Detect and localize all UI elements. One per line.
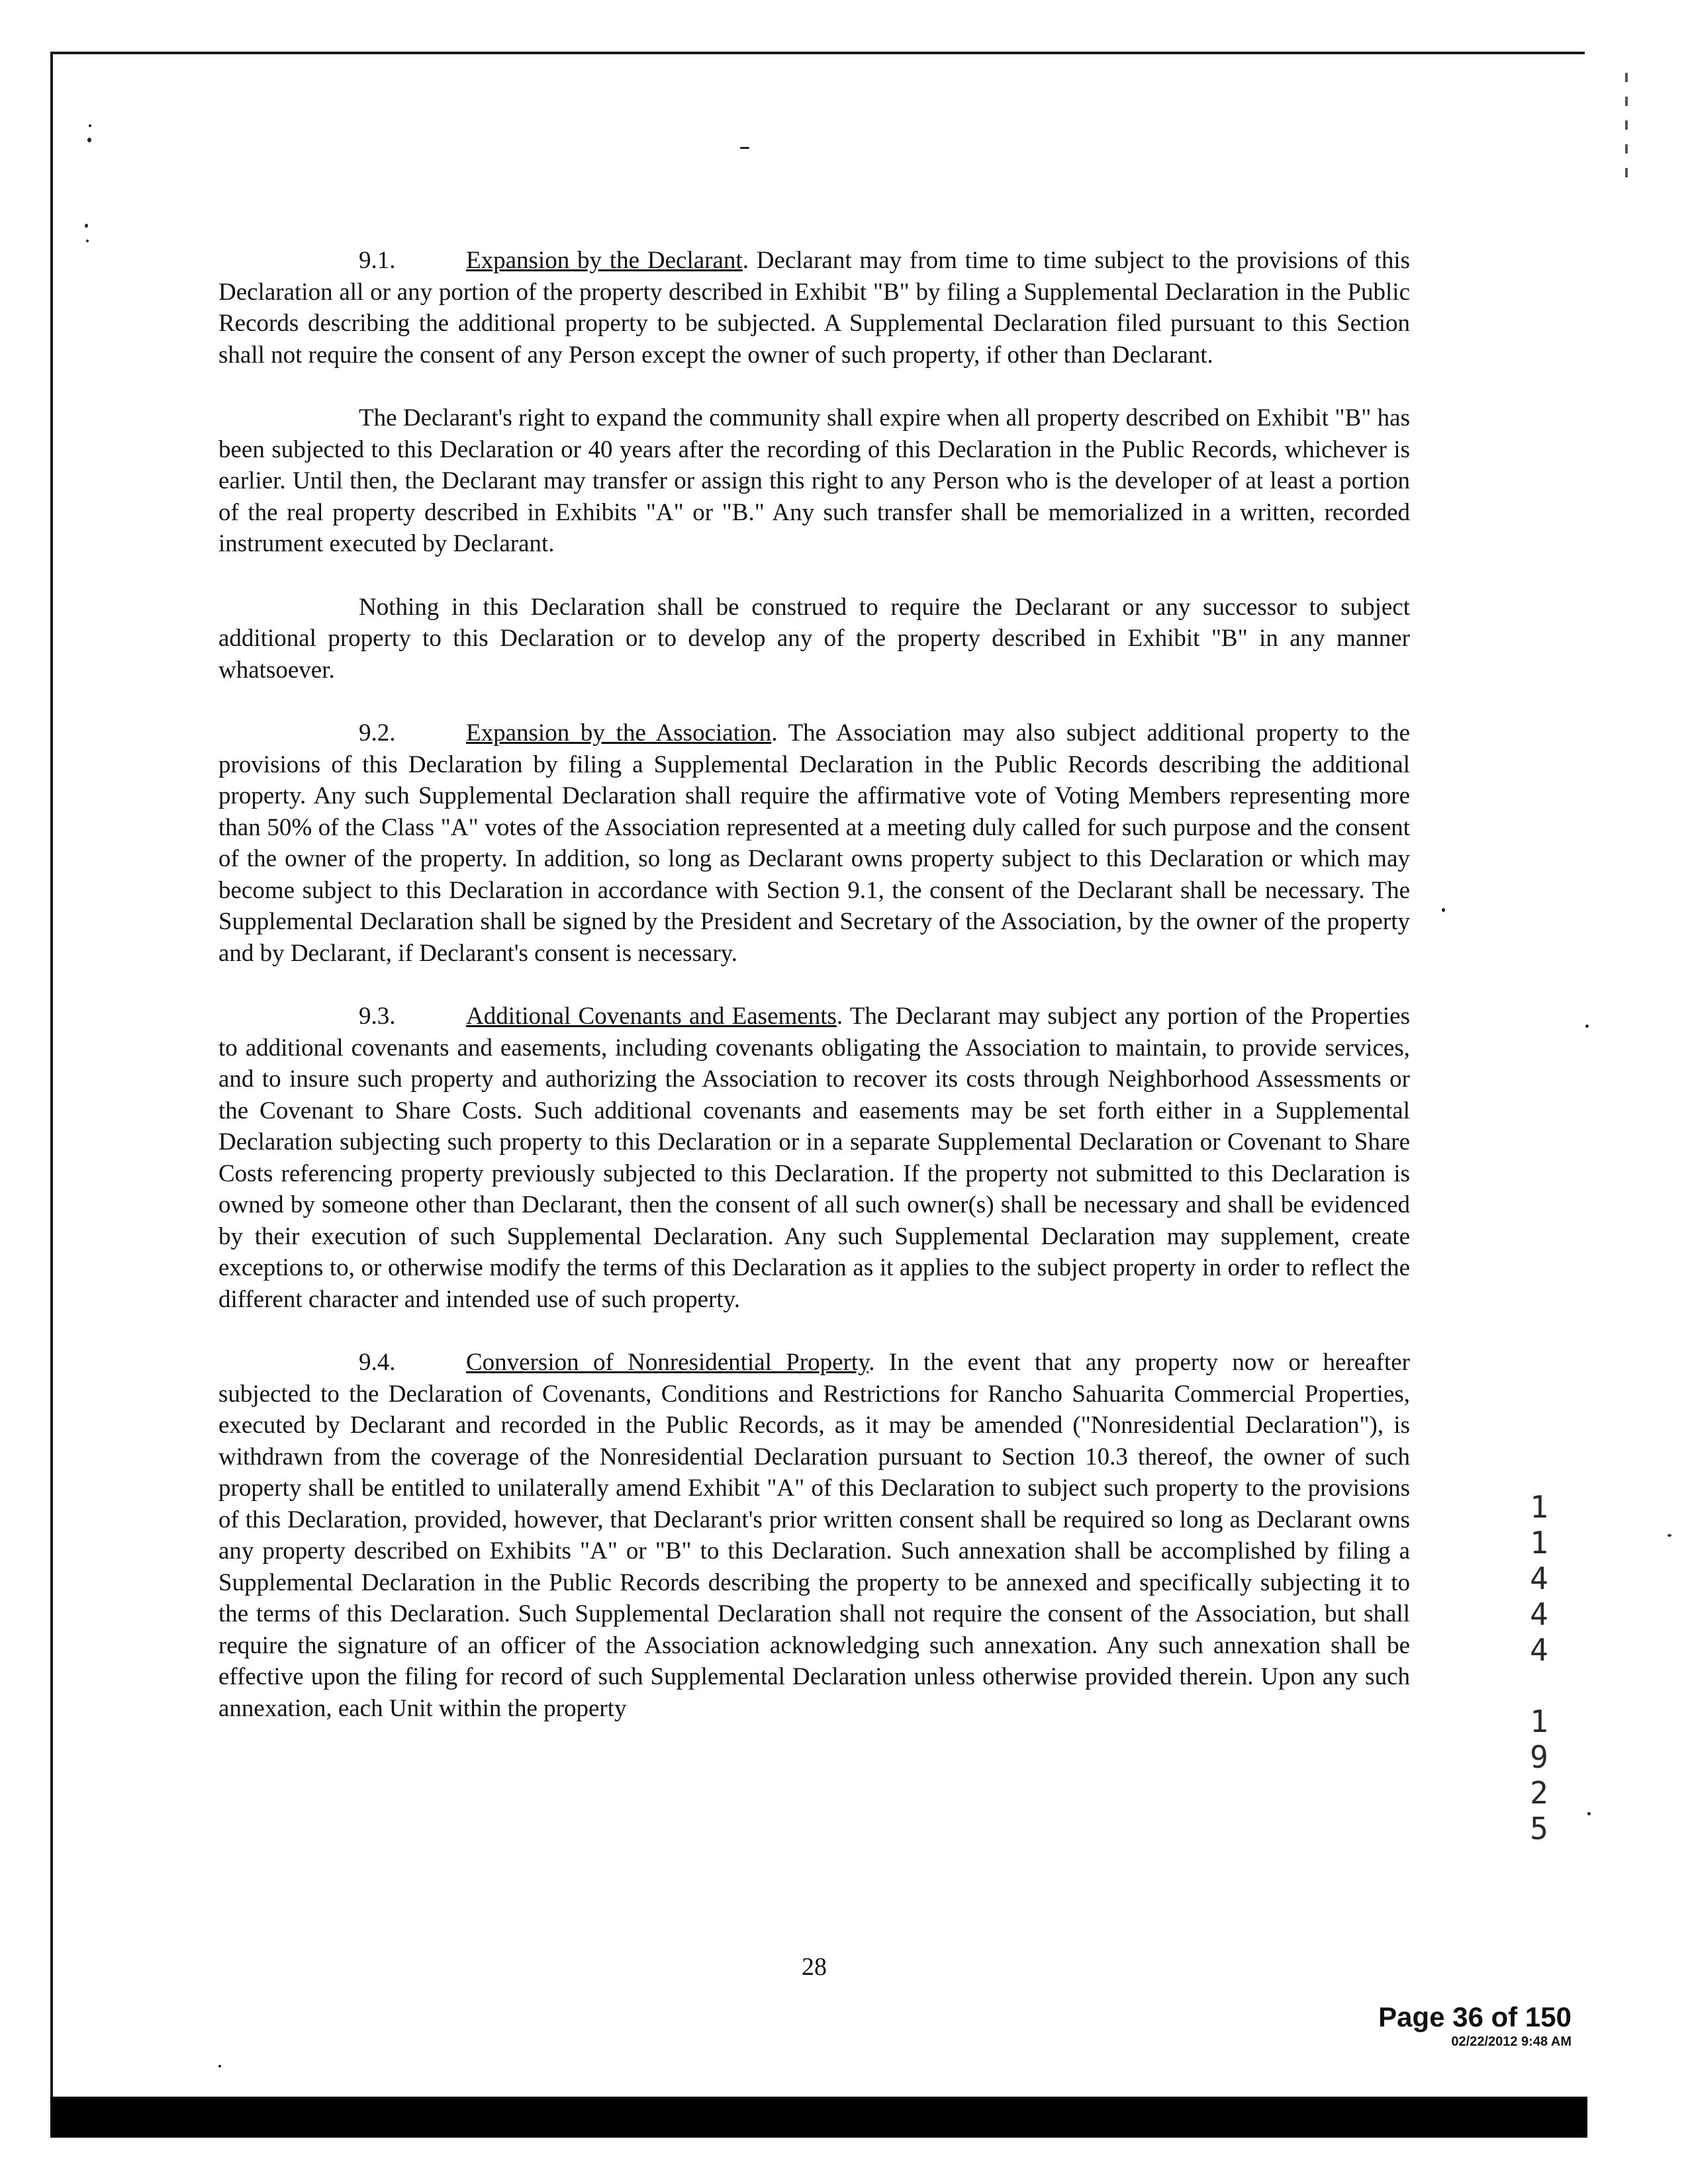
section-number: 9.4.	[359, 1349, 396, 1376]
stamp-digit: 1	[1530, 1489, 1548, 1525]
section-heading: Conversion of Nonresidential Property	[466, 1349, 869, 1376]
scan-edge-marks	[1625, 73, 1628, 192]
paragraph-text: . The Declarant may subject any portion of the Properties to additional covenants and easements, including covenants obligating the Association to maintain, to provide services, and to insure such property and authorizing the Association to recover its costs through Neighborhood Assessments or the Covenant to Share Costs. Such additional covenants and easements may be set forth either in a Supplemental Declaration subjecting such property to this Declaration or in a separate Supplemental Declaration or Covenant to Share Costs referencing property previously subjected to this Declaration. If the property not submitted to this Declaration is owned by someone other than Declarant, then the consent of all such owner(s) shall be necessary and shall be evidenced by their execution of such Supplemental Declaration. Any such Supplemental Declaration may supplement, create exceptions to, or otherwise modify the terms of this Declaration as it applies to the subject property in order to reflect the different character and intended use of such property.	[218, 1003, 1410, 1313]
section-heading: Additional Covenants and Easements	[466, 1003, 837, 1030]
paragraph-text: . Declarant may from time to time subject to the provisions of this Declaration all or any portion of the property described in Exhibit "B" by filing a Supplemental Declaration in the Public Records describing the additional property to be subjected. A Supplemental Declaration filed pursuant to this Section shall not require the consent of any Person except the owner of such property, if other than Declarant.	[218, 247, 1410, 369]
scan-speck	[1585, 1024, 1589, 1028]
scan-speck	[85, 224, 88, 228]
stamp-digit: 1	[1530, 1704, 1548, 1739]
scan-speck	[1667, 1534, 1671, 1537]
stamp-digit: 2	[1530, 1775, 1548, 1811]
stamp-digit: 4	[1530, 1561, 1548, 1596]
section-heading: Expansion by the Declarant	[466, 247, 743, 274]
section-number: 9.3.	[359, 1003, 396, 1030]
paragraph-no-obligation	[218, 592, 1410, 686]
stamp-digit: 1	[1530, 1525, 1548, 1561]
stamp-digit: 5	[1530, 1811, 1548, 1846]
stamp-digit: 9	[1530, 1739, 1548, 1775]
paragraph-text: . The Association may also subject additional property to the provisions of this Declaration by filing a Supplemental Declaration in the Public Records describing the additional property. Any such Supplemental Declaration shall require the affirmative vote of Voting Members representing more than 50% of the Class "A" votes of the Association represented at a meeting duly called for such purpose and the consent of the owner of the property. In addition, so long as Declarant owns property subject to this Declaration or which may become subject to this Declaration in accordance with Section 9.1, the consent of the Declarant shall be necessary. The Supplemental Declaration shall be signed by the President and Secretary of the Association, by the owner of the property and by Declarant, if Declarant's consent is necessary.	[218, 719, 1410, 967]
section-number: 9.1.	[359, 247, 396, 274]
document-body	[218, 245, 1410, 1724]
paragraph-9-1	[218, 245, 1410, 371]
section-heading: Expansion by the Association	[466, 719, 772, 747]
stamp-digit: 4	[1530, 1632, 1548, 1668]
paragraph-9-2	[218, 717, 1410, 969]
page-number: 28	[802, 1953, 827, 1981]
paragraph-9-3	[218, 1001, 1410, 1315]
stamp-digit: 4	[1530, 1596, 1548, 1632]
scan-border-left	[50, 52, 53, 2097]
scan-speck	[87, 138, 91, 142]
scan-speck	[1442, 908, 1445, 912]
recording-number-stamp	[1523, 1489, 1556, 1846]
paragraph-text: . In the event that any property now or hereafter subjected to the Declaration of Covenants, Conditions and Restrictions for Rancho Sahuarita Commercial Properties, executed by Declarant and recorded in the Public Records, as it may be amended ("Nonresidential Declaration"), is withdrawn from the coverage of the Nonresidential Declaration pursuant to Section 10.3 thereof, the owner of such property shall be entitled to unilaterally amend Exhibit "A" of this Declaration to subject such property to the provisions of this Declaration, provided, however, that Declarant's prior written consent shall be required so long as Declarant owns any property described on Exhibits "A" or "B" to this Declaration. Such annexation shall be accomplished by filing a Supplemental Declaration in the Public Records describing the property to be annexed and specifically subjecting it to the terms of this Declaration. Such Supplemental Declaration shall not require the consent of the Association, but shall require the signature of an officer of the Association acknowledging such annexation. Any such annexation shall be effective upon the filing for record of such Supplemental Declaration unless otherwise provided therein. Upon any such annexation, each Unit within the property	[218, 1349, 1410, 1722]
scan-speck	[89, 124, 91, 127]
scan-speck	[218, 2065, 221, 2068]
paragraph-9-4	[218, 1347, 1410, 1724]
paragraph-text: Nothing in this Declaration shall be construed to require the Declarant or any successor to subject additional property to this Declaration or to develop any of the property described in Exhibit "B" in any manner whatsoever.	[218, 593, 1410, 684]
recording-timestamp: 02/22/2012 9:48 AM	[1451, 2034, 1571, 2049]
stamp-gap	[1523, 1668, 1556, 1704]
paragraph-text: The Declarant's right to expand the community shall expire when all property described on Exhibit "B" has been subjected to this Declaration or 40 years after the recording of this Declaration in the Public Records, whichever is earlier. Until then, the Declarant may transfer or assign this right to any Person who is the developer of at least a portion of the real property described in Exhibits "A" or "B." Any such transfer shall be memorialized in a written, recorded instrument executed by Declarant.	[218, 404, 1410, 557]
scan-bottom-bar	[50, 2097, 1587, 2138]
scan-speck	[1587, 1812, 1591, 1815]
scan-border-top	[50, 52, 1585, 54]
scan-speck	[86, 240, 89, 242]
paragraph-expansion-right	[218, 402, 1410, 560]
scan-speck	[740, 147, 749, 149]
page-count-stamp: Page 36 of 150	[1378, 2001, 1571, 2032]
section-number: 9.2.	[359, 719, 396, 747]
